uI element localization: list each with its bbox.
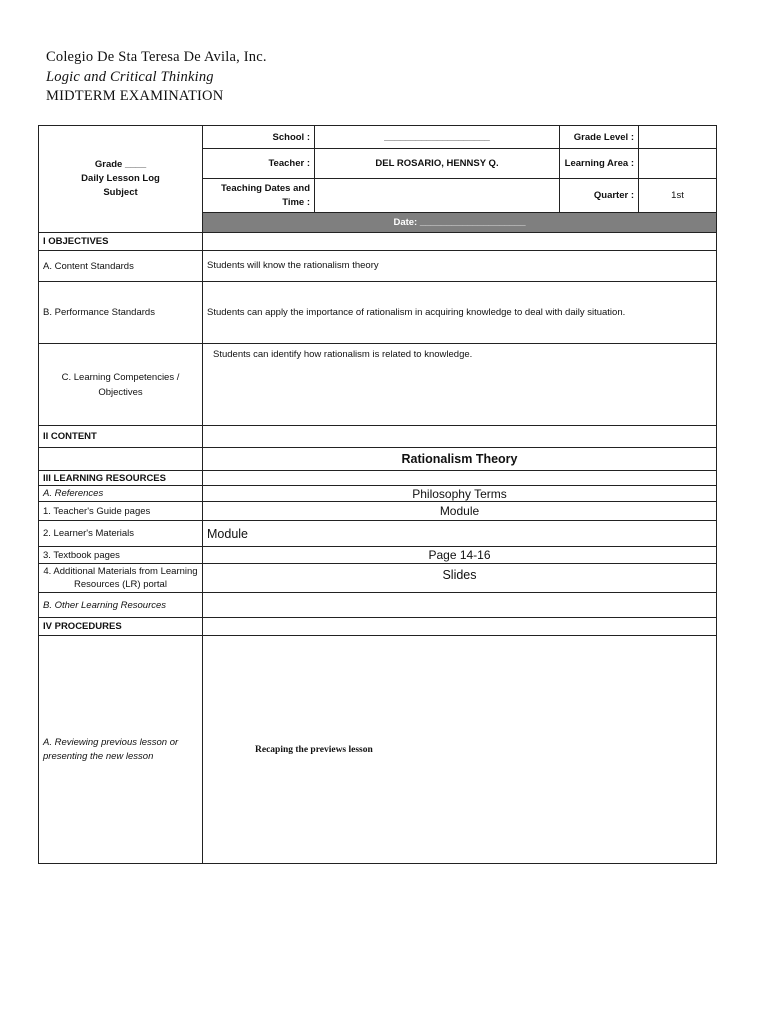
teachers-guide-label: 1. Teacher's Guide pages — [39, 502, 203, 521]
additional-materials-label: 4. Additional Materials from Learning Resources (LR) portal — [39, 564, 203, 593]
daily-lesson-log-label: Daily Lesson Log — [81, 173, 160, 184]
other-resources-value — [203, 593, 717, 618]
performance-standards-label: B. Performance Standards — [39, 282, 203, 344]
reviewing-label: A. Reviewing previous lesson or presenting the new lesson — [39, 636, 203, 864]
learning-resources-heading: III LEARNING RESOURCES — [39, 471, 203, 486]
teaching-dates-field[interactable] — [315, 179, 560, 213]
teaching-dates-label: Teaching Dates and Time : — [203, 179, 315, 213]
teacher-field[interactable]: DEL ROSARIO, HENNSY Q. — [315, 149, 560, 179]
school-name: Colegio De Sta Teresa De Avila, Inc. — [46, 49, 267, 65]
learning-resources-value — [203, 471, 717, 486]
date-bar: Date: ____________________ — [203, 213, 717, 233]
grade-level-field[interactable] — [639, 126, 717, 149]
additional-materials-value: Slides — [203, 564, 717, 593]
document-header — [46, 48, 267, 107]
teacher-label: Teacher : — [203, 149, 315, 179]
competencies-value: Students can identify how rationalism is related to knowledge. — [203, 344, 717, 426]
school-label: School : — [203, 126, 315, 149]
textbook-value: Page 14-16 — [203, 547, 717, 564]
learners-materials-label: 2. Learner's Materials — [39, 521, 203, 547]
content-value: Rationalism Theory — [203, 448, 717, 471]
subject-label: Subject — [103, 187, 138, 198]
exam-title: MIDTERM EXAMINATION — [46, 88, 224, 104]
content-blank — [39, 448, 203, 471]
textbook-label: 3. Textbook pages — [39, 547, 203, 564]
learners-materials-value: Module — [203, 521, 717, 547]
learning-area-field[interactable] — [639, 149, 717, 179]
performance-standards-value: Students can apply the importance of rationalism in acquiring knowledge to deal with daily situation. — [203, 282, 717, 344]
content-standards-label: A. Content Standards — [39, 251, 203, 282]
procedures-heading: IV PROCEDURES — [39, 618, 203, 636]
school-field[interactable]: ____________________ — [315, 126, 560, 149]
objectives-heading: I OBJECTIVES — [39, 233, 203, 251]
content-heading: II CONTENT — [39, 426, 203, 448]
quarter-field[interactable]: 1st — [639, 179, 717, 213]
learning-area-label: Learning Area : — [560, 149, 639, 179]
content-standards-value: Students will know the rationalism theory — [203, 251, 717, 282]
procedures-value — [203, 618, 717, 636]
quarter-label: Quarter : — [560, 179, 639, 213]
reviewing-value: Recaping the previews lesson — [203, 636, 717, 864]
other-resources-label: B. Other Learning Resources — [39, 593, 203, 618]
references-value: Philosophy Terms — [203, 486, 717, 502]
content-heading-value — [203, 426, 717, 448]
grade-level-label: Grade Level : — [560, 126, 639, 149]
references-label: A. References — [39, 486, 203, 502]
objectives-value — [203, 233, 717, 251]
competencies-label: C. Learning Competencies / Objectives — [39, 344, 203, 426]
daily-lesson-log-table — [38, 125, 717, 864]
grade-label: Grade ____ — [94, 159, 147, 170]
subject-title: Logic and Critical Thinking — [46, 68, 214, 85]
grade-subject-cell — [39, 126, 203, 233]
teachers-guide-value: Module — [203, 502, 717, 521]
